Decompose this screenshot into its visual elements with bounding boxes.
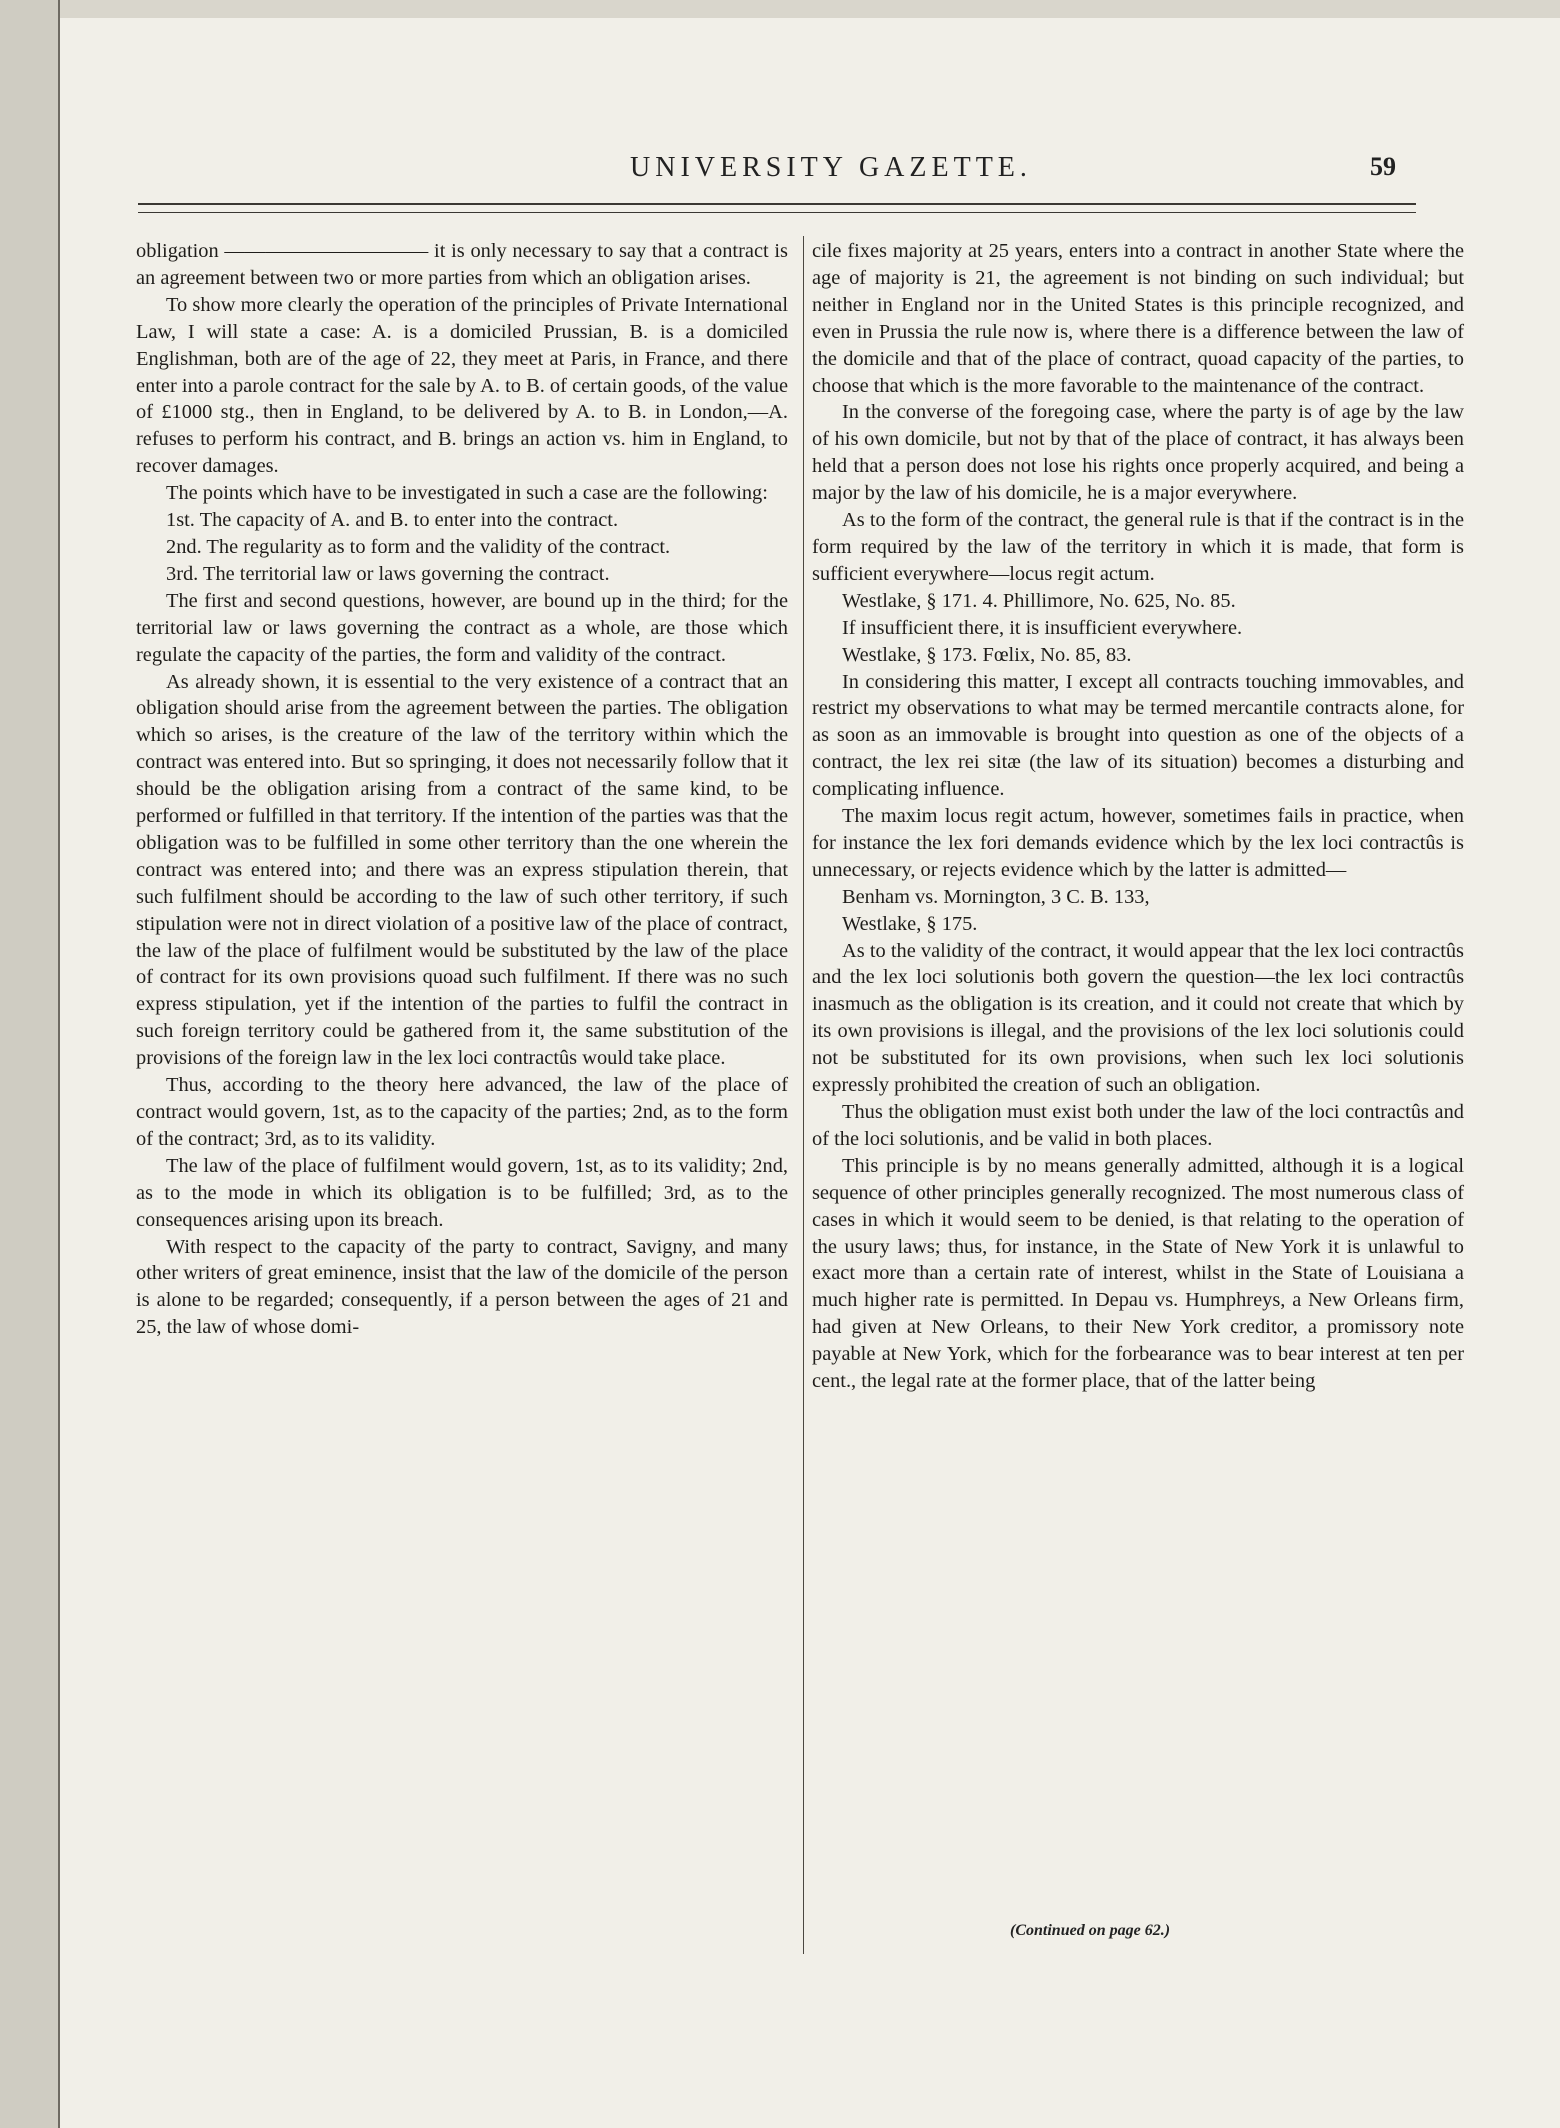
paragraph: With respect to the capacity of the party to contract, Savigny, and many other writers of great eminence, insist that the law of the domicile of the person is alone to be regarded; consequently, if a person between the ages of 21 and 25, the law of whose domi- xyxy=(136,1235,788,1339)
header-rule-bottom xyxy=(138,212,1416,213)
page-header xyxy=(130,140,1430,190)
paragraph: To show more clearly the operation of the principles of Private International Law, I will state a case: A. is a domiciled Prussian, B. is a domiciled Englishman, both are of the age of 22, they meet at Paris, in France, and there enter into a parole contract for the sale by A. to B. of certain goods, of the value of £1000 stg., then in England, to be delivered by A. to B. in London,—A. refuses to perform his contract, and B. brings an action vs. him in England, to recover damages. xyxy=(136,293,788,478)
paragraph: Thus, according to the theory here advanced, the law of the place of contract would govern, 1st, as to the capacity of the parties; 2nd, as to the form of the contract; 3rd, as to its validity. xyxy=(136,1074,788,1150)
paragraph: 1st. The capacity of A. and B. to enter into the contract. xyxy=(166,509,619,532)
citation: Benham vs. Mornington, 3 C. B. 133, xyxy=(842,885,1150,908)
paragraph: As already shown, it is essential to the very existence of a contract that an obligation should arise from the agreement between the parties. The obligation which so arises, is the creature of the law of the territory within which the contract was entered into. But so springing, it does not necessarily follow that it should be the obligation arising from a contract of the same kind, to be performed or fulfilled in that territory. If the intention of the parties was that the obligation was to be fulfilled in some other territory than the one wherein the contract was entered into; and there was an express stipulation therein, that such fulfilment should be according to the law of such other territory, if such stipulation were not in direct violation of a positive law of the place of contract, the law of the place of fulfilment would be substituted by the law of the place of contract for its own provisions quoad such fulfilment. If there was no such express stipulation, yet if the intention of the parties to fulfil the contract in such foreign territory could be gathered from it, the same substitution of the provisions of the foreign law in the lex loci contractûs would take place. xyxy=(136,670,788,1070)
header-rule-top xyxy=(138,203,1416,205)
citation: If insufficient there, it is insufficient everywhere. xyxy=(842,616,1243,639)
citation: Westlake, § 171. 4. Phillimore, No. 625, No. 85. xyxy=(842,589,1236,612)
paragraph: In considering this matter, I except all contracts touching immovables, and restrict my observations to what may be termed mercantile contracts alone, for as soon as an immovable is brought into question as one of the objects of a contract, the lex rei sitæ (the law of its situation) becomes a disturbing and complicating influence. xyxy=(812,670,1464,801)
paragraph: The maxim locus regit actum, however, sometimes fails in practice, when for instance the lex fori demands evidence which by the lex loci contractûs is unnecessary, or rejects evidence which by the latter is admitted— xyxy=(812,805,1464,881)
citation: Westlake, § 173. Fœlix, No. 85, 83. xyxy=(842,643,1132,666)
left-column xyxy=(136,238,788,1341)
right-column xyxy=(812,238,1464,1395)
paragraph: cile fixes majority at 25 years, enters into a contract in another State where the age of majority is 21, the agreement is not binding on such individual; but neither in England nor in the United States is this principle recognized, and even in Prussia the rule now is, where there is a difference between the law of the domicile and that of the place of contract, quoad capacity of the parties, to choose that which is the more favorable to the maintenance of the contract. xyxy=(812,240,1464,397)
paragraph: This principle is by no means generally admitted, although it is a logical sequence of other principles generally recognized. The most numerous class of cases in which it would seem to be denied, is that relating to the operation of the usury laws; thus, for instance, in the State of New York it is unlawful to exact more than a certain rate of interest, whilst in the State of Louisiana a much higher rate is permitted. In Depau vs. Humphreys, a New Orleans firm, had given at New Orleans, to their New York creditor, a promissory note payable at New York, which for the forbearance was to bear interest at ten per cent., the legal rate at the former place, that of the latter being xyxy=(812,1154,1464,1393)
paragraph: 3rd. The territorial law or laws governing the contract. xyxy=(166,562,610,585)
paragraph: As to the validity of the contract, it would appear that the lex loci contractûs and the lex loci solutionis both govern the question—the lex loci contractûs inasmuch as the obligation is its creation, and it could not create that which by its own provisions is illegal, and the provisions of the lex loci solutionis could not be substituted for its own provisions, when such lex loci solutionis expressly prohibited the creation of such an obligation. xyxy=(812,939,1464,1097)
scan-left-margin xyxy=(0,0,60,2128)
paragraph: Thus the obligation must exist both under the law of the loci contractûs and of the loci solutionis, and be valid in both places. xyxy=(812,1101,1464,1150)
citation: Westlake, § 175. xyxy=(842,912,978,935)
page-number: 59 xyxy=(1370,152,1396,181)
paragraph: As to the form of the contract, the general rule is that if the contract is in the form required by the law of the territory in which it is made, that form is sufficient everywhere—locus regit actum. xyxy=(812,509,1464,585)
paragraph: The first and second questions, however, are bound up in the third; for the territorial law or laws governing the contract as a whole, are those which regulate the capacity of the parties, the form and validity of the contract. xyxy=(136,589,788,666)
running-title: UNIVERSITY GAZETTE. xyxy=(630,152,1032,183)
paragraph: The points which have to be investigated in such a case are the following: xyxy=(166,482,768,505)
paragraph: The law of the place of fulfilment would govern, 1st, as to its validity; 2nd, as to the mode in which its obligation is to be fulfilled; 3rd, as to the consequences arising upon its breach. xyxy=(136,1154,788,1231)
column-divider xyxy=(803,236,804,1954)
continuation-note: (Continued on page 62.) xyxy=(1010,1922,1171,1939)
paragraph: obligation —————————— it is only necessary to say that a contract is an agreement between two or more parties from which an obligation arises. xyxy=(136,240,788,289)
paragraph: In the converse of the foregoing case, where the party is of age by the law of his own domicile, but not by that of the place of contract, it has always been held that a person does not lose his rights once properly acquired, and being a major by the law of his domicile, he is a major everywhere. xyxy=(812,401,1464,505)
paragraph: 2nd. The regularity as to form and the validity of the contract. xyxy=(166,535,671,558)
